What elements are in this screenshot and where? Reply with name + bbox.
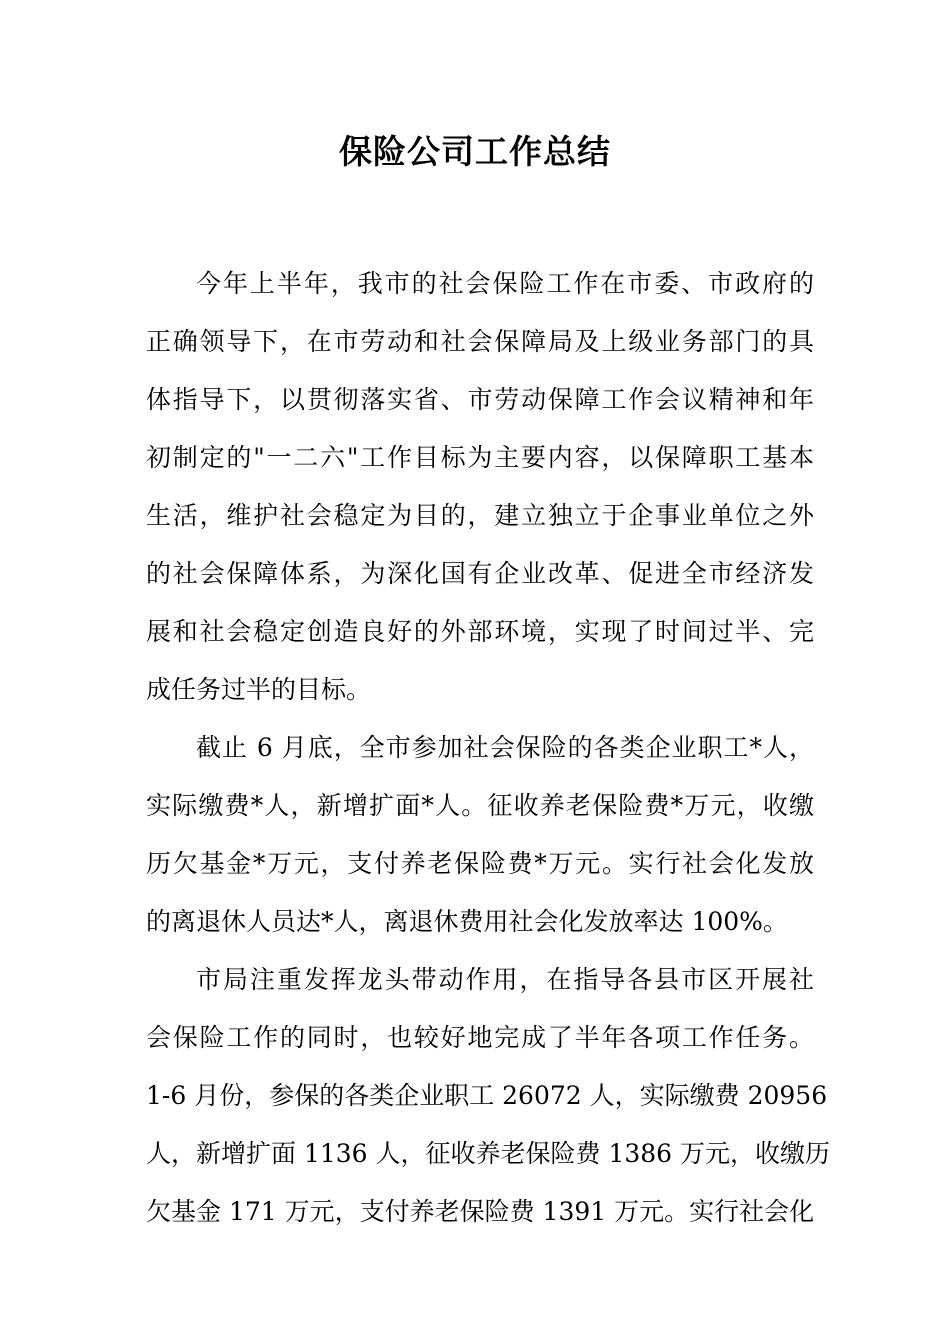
text-line: 历欠基金*万元，支付养老保险费*万元。实行社会化发放 xyxy=(146,849,814,878)
document-body xyxy=(146,255,831,1241)
text-line: 体指导下，以贯彻落实省、市劳动保障工作会议精神和年 xyxy=(146,385,814,414)
text-line: 今年上半年，我市的社会保险工作在市委、市政府的 xyxy=(196,269,814,298)
text-line: 的社会保障体系，为深化国有企业改革、促进全市经济发 xyxy=(146,559,814,588)
text-line: 初制定的"一二六"工作目标为主要内容，以保障职工基本 xyxy=(146,443,814,472)
text-line: 1-6 月份，参保的各类企业职工 26072 人，实际缴费 20956 xyxy=(146,1081,828,1110)
text-line: 会保险工作的同时，也较好地完成了半年各项工作任务。 xyxy=(146,1023,814,1052)
text-line: 截止 6 月底，全市参加社会保险的各类企业职工*人， xyxy=(196,733,814,762)
paragraph-2 xyxy=(146,719,814,951)
text-line: 正确领导下，在市劳动和社会保障局及上级业务部门的具 xyxy=(146,327,814,356)
text-line: 展和社会稳定创造良好的外部环境，实现了时间过半、完 xyxy=(146,617,814,646)
text-line: 人，新增扩面 1136 人，征收养老保险费 1386 万元，收缴历 xyxy=(146,1139,831,1168)
text-line: 的离退休人员达*人，离退休费用社会化发放率达 100%。 xyxy=(146,907,788,936)
text-line: 市局注重发挥龙头带动作用，在指导各县市区开展社 xyxy=(196,965,814,994)
text-line: 实际缴费*人，新增扩面*人。征收养老保险费*万元，收缴 xyxy=(146,791,814,820)
text-line: 生活，维护社会稳定为目的，建立独立于企事业单位之外 xyxy=(146,501,814,530)
paragraph-3 xyxy=(146,951,831,1241)
document-title: 保险公司工作总结 xyxy=(339,132,611,171)
paragraph-1 xyxy=(146,255,814,719)
text-line: 成任务过半的目标。 xyxy=(146,675,372,704)
text-line: 欠基金 171 万元，支付养老保险费 1391 万元。实行社会化 xyxy=(146,1197,815,1226)
